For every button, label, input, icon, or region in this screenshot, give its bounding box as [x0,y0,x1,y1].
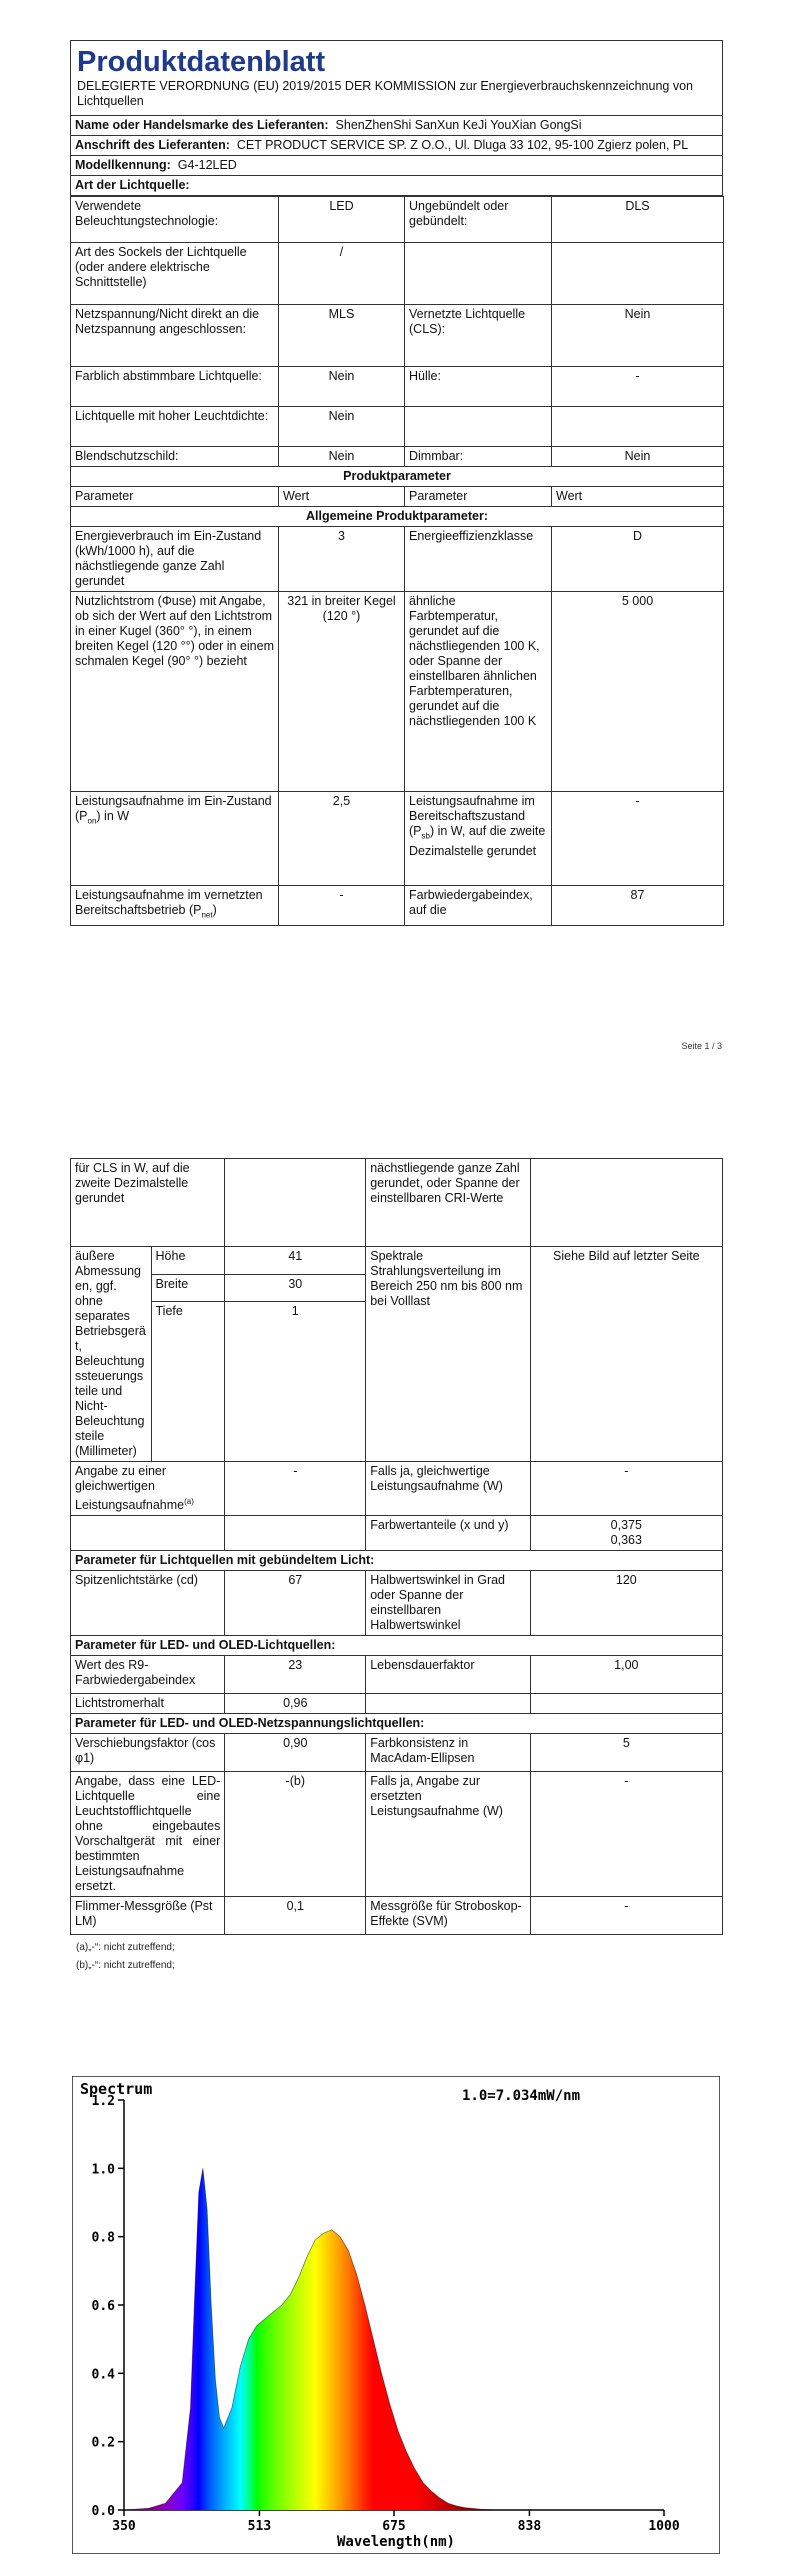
table-row [71,1694,723,1714]
header-cell [71,41,723,116]
supplier-address-row [71,136,723,156]
param-label: Halbwertswinkel in Grad oder Spanne der einstellbaren Halbwertswinkel [366,1571,530,1636]
table-row [71,1571,723,1636]
table-row [71,792,724,886]
spectral-value: Siehe Bild auf letzter Seite [530,1247,722,1462]
header-table [70,40,723,196]
param-value: 0,1 [225,1897,366,1935]
table-row [71,197,724,243]
x-axis-label: Wavelength(nm) [336,2534,456,2550]
param-value [552,407,724,447]
x-tick-label: 350 [112,2519,136,2534]
general-params-heading: Allgemeine Produktparameter: [71,507,724,527]
supplier-address-label: Anschrift des Lieferanten: [75,138,230,152]
param-label [405,243,552,305]
param-value: - [530,1897,722,1935]
led-heading: Parameter für LED- und OLED-Lichtquellen: [71,1636,723,1656]
param-label [405,407,552,447]
x-tick-label: 838 [517,2519,542,2534]
chart-title: Spectrum [80,2080,153,2098]
table-row [71,407,724,447]
param-label: Angabe, dass eine LED-Lichtquelle eine Leuchtstofflichtquelle ohne eingebautes Vorschaltgerät mit einer bestimmten Leistungsaufnahme ersetzt. [71,1772,225,1897]
net-standby-label: Leistungsaufnahme im vernetzten Bereitschaftsbetrieb $(P_{net})$ [71,886,279,926]
dim-value: 41 [225,1247,366,1275]
param-value: / [279,243,405,305]
param-value: 3 [279,527,405,592]
model-value: G4-12LED [177,158,237,172]
col-header-value: Wert [279,487,405,507]
table-row [71,1772,723,1897]
param-value [530,1159,722,1247]
param-value: 5 000 [552,592,724,792]
table-row [71,1656,723,1694]
col-header-value: Wert [552,487,724,507]
col-header-param: Parameter [405,487,552,507]
page2-table [70,1158,723,1935]
dim-name: Höhe [151,1247,225,1275]
dim-name: Breite [151,1274,225,1302]
param-label: Farbkonsistenz in MacAdam-Ellipsen [366,1734,530,1772]
param-label: Farblich abstimmbare Lichtquelle: [71,367,279,407]
footnote-b: (b)„-“: nicht zutreffend; [76,1960,175,1971]
param-value: 0,90 [225,1734,366,1772]
param-label: Vernetzte Lichtquelle (CLS): [405,305,552,367]
table-row [71,447,724,467]
param-value: 0,96 [225,1694,366,1714]
page-number: Seite 1 / 3 [681,1041,722,1051]
param-value: 1,00 [530,1656,722,1694]
param-value: 120 [530,1571,722,1636]
net-standby-value: - [279,886,405,926]
standby-label: Leistungsaufnahme im Bereitschaftszustand $(P_{sb})$ in W, auf die zweite Dezimalstelle gerundet [405,792,552,886]
y-tick-label: 0.2 [91,2435,115,2451]
datasheet-page-1 [70,40,723,926]
chart-annotation: 1.0=7.034mW/nm [462,2088,581,2104]
spectral-label: Spektrale Strahlungsverteilung im Bereich 250 nm bis 800 nm bei Volllast [366,1247,530,1462]
param-value: Nein [552,305,724,367]
param-value: 321 in breiter Kegel (120 °) [279,592,405,792]
param-label: Spitzenlichtstärke (cd) [71,1571,225,1636]
param-label: Lebensdauerfaktor [366,1656,530,1694]
param-value: Nein [279,367,405,407]
param-value [225,1159,366,1247]
param-label: ähnliche Farbtemperatur, gerundet auf die nächstliegenden 100 K, oder Spanne der einstellbaren ähnlichen Farbtemperaturen, gerundet auf die nächstliegenden 100 K [405,592,552,792]
param-label: Verschiebungsfaktor (cos φ1) [71,1734,225,1772]
type-heading: Art der Lichtquelle: [71,176,723,196]
spectrum-chart [72,2076,720,2554]
continued-label: nächstliegende ganze Zahl gerundet, oder Spanne der einstellbaren CRI-Werte [366,1159,530,1247]
param-value: D [552,527,724,592]
table-row [71,305,724,367]
param-label: Dimmbar: [405,447,552,467]
page-title: Produktdatenblatt [77,46,326,78]
equiv-r-value: - [530,1462,722,1516]
param-label: Lichtstromerhalt [71,1694,225,1714]
param-value: Nein [552,447,724,467]
param-label [366,1694,530,1714]
supplier-address-value: CET PRODUCT SERVICE SP. Z O.O., Ul. Dluga 33 102, 95-100 Zgierz polen, PL [236,138,689,152]
param-label: Verwendete Beleuchtungstechnologie: [71,197,279,243]
param-value: Nein [279,447,405,467]
dls-heading: Parameter für Lichtquellen mit gebündeltem Licht: [71,1551,723,1571]
footnote-a: (a)„-“: nicht zutreffend; [76,1942,175,1953]
x-tick-label: 1000 [648,2519,680,2534]
type-table [70,196,724,926]
y-tick-label: 1.2 [91,2094,115,2109]
equiv-value: - [225,1462,366,1516]
supplier-name-label: Name oder Handelsmarke des Lieferanten: [75,118,329,132]
table-row [71,1247,723,1275]
param-label: Falls ja, Angabe zur ersetzten Leistungsaufnahme (W) [366,1772,530,1897]
supplier-name-row [71,116,723,136]
table-row [71,367,724,407]
table-row [71,886,724,926]
param-value: -(b) [225,1772,366,1897]
cri-label: Farbwiedergabeindex, auf die [405,886,552,926]
param-value: - [530,1772,722,1897]
param-value: 23 [225,1656,366,1694]
y-tick-label: 0.8 [91,2230,115,2246]
model-label: Modellkennung: [75,158,171,172]
param-value [552,243,724,305]
y-tick-label: 1.0 [91,2162,115,2178]
param-label: Flimmer-Messgröße (Pst LM) [71,1897,225,1935]
model-row [71,156,723,176]
param-label: Ungebündelt oder gebündelt: [405,197,552,243]
column-header-row [71,487,724,507]
table-row [71,1516,723,1551]
param-value: 67 [225,1571,366,1636]
table-row [71,1897,723,1935]
param-label: Hülle: [405,367,552,407]
dims-label: äußere Abmessungen, ggf. ohne separates Betriebsgerät, Beleuchtungssteuerungsteile und Nicht-Beleuchtungsteile (Millimeter) [71,1247,152,1462]
table-row [71,1734,723,1772]
param-label: Wert des R9-Farbwiedergabeindex [71,1656,225,1694]
datasheet-page-2 [70,1158,723,1935]
power-on-label: Leistungsaufnahme im Ein-Zustand $(P_{on})$ in W [71,792,279,886]
regulation-text: DELEGIERTE VERORDNUNG (EU) 2019/2015 DER KOMMISSION zur Energieverbrauchskennzeichnung von Lichtquellen [77,79,693,108]
table-row [71,243,724,305]
x-tick-label: 675 [382,2519,406,2534]
param-value [530,1694,722,1714]
chroma-value: 0,375 0,363 [530,1516,722,1551]
chroma-label: Farbwertanteile (x und y) [366,1516,530,1551]
equiv-label: Angabe zu einer gleichwertigen Leistungsaufnahme$^{(a)}$ [71,1462,225,1516]
param-value: - [552,367,724,407]
y-tick-label: 0.6 [91,2299,115,2314]
param-label: Nutzlichtstrom (Φuse) mit Angabe, ob sich der Wert auf den Lichtstrom in einer Kugel (360° °), in einem breiten Kegel (120 °°) oder in einem schmalen Kegel (90° °) bezieht [71,592,279,792]
param-value: 5 [530,1734,722,1772]
table-row [71,527,724,592]
param-label: Art des Sockels der Lichtquelle (oder andere elektrische Schnittstelle) [71,243,279,305]
standby-value: - [552,792,724,886]
mls-heading: Parameter für LED- und OLED-Netzspannungslichtquellen: [71,1714,723,1734]
param-value: Nein [279,407,405,447]
param-label: Blendschutzschild: [71,447,279,467]
param-value: LED [279,197,405,243]
param-value: DLS [552,197,724,243]
product-params-heading: Produktparameter [71,467,724,487]
param-label: Lichtquelle mit hoher Leuchtdichte: [71,407,279,447]
equiv-r-label: Falls ja, gleichwertige Leistungsaufnahme (W) [366,1462,530,1516]
dim-value: 1 [225,1302,366,1462]
dim-value: 30 [225,1274,366,1302]
param-label: Energieeffizienzklasse [405,527,552,592]
cri-value: 87 [552,886,724,926]
table-row [71,1462,723,1516]
param-value: MLS [279,305,405,367]
dim-name: Tiefe [151,1302,225,1462]
param-label: Energieverbrauch im Ein-Zustand (kWh/1000 h), auf die nächstliegende ganze Zahl gerundet [71,527,279,592]
y-tick-label: 0.0 [91,2504,115,2519]
y-tick-label: 0.4 [91,2367,115,2383]
power-on-value: 2,5 [279,792,405,886]
continued-label: für CLS in W, auf die zweite Dezimalstelle gerundet [71,1159,225,1247]
col-header-param: Parameter [71,487,279,507]
x-tick-label: 513 [247,2519,272,2534]
table-row [71,1159,723,1247]
param-label: Netzspannung/Nicht direkt an die Netzspannung angeschlossen: [71,305,279,367]
supplier-name-value: ShenZhenShi SanXun KeJi YouXian GongSi [335,118,582,132]
param-label: Messgröße für Stroboskop-Effekte (SVM) [366,1897,530,1935]
table-row [71,592,724,792]
